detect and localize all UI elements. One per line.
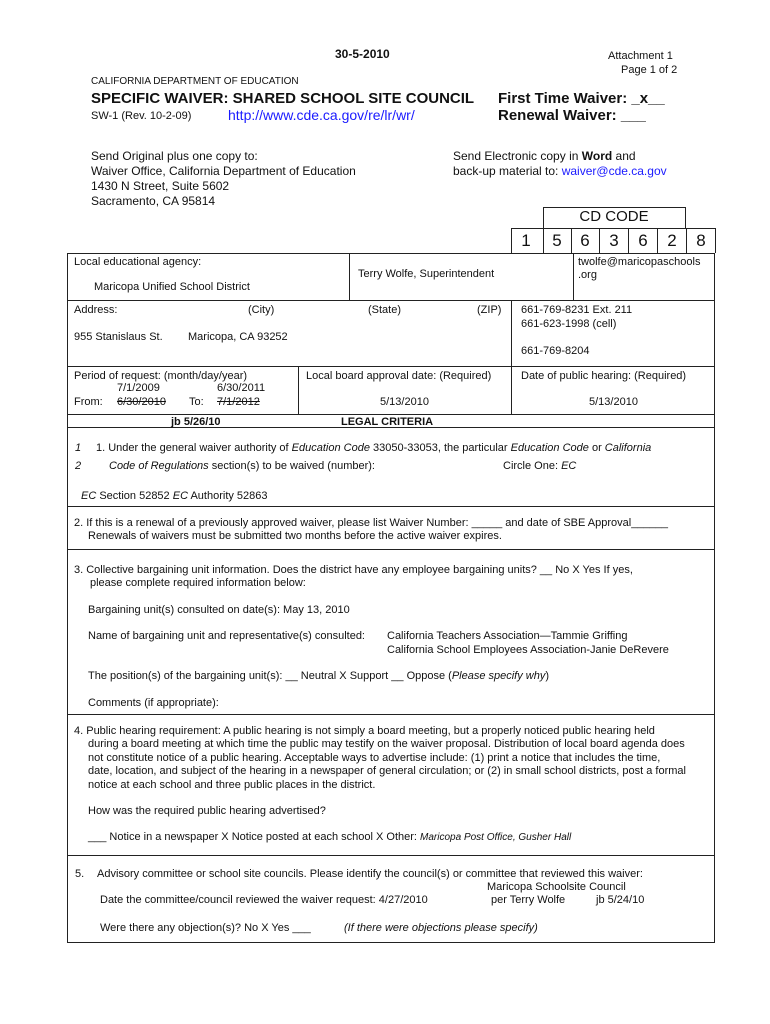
- send-original-line-1: Send Original plus one copy to:: [91, 149, 258, 163]
- advertised-other: Maricopa Post Office, Gusher Hall: [420, 832, 572, 843]
- position-specify: Please specify why: [451, 670, 546, 682]
- circle-one: [503, 460, 576, 472]
- form-title: SPECIFIC WAIVER: SHARED SCHOOL SITE COUNCIL: [91, 90, 475, 107]
- agency-name: Maricopa Unified School District: [94, 281, 250, 293]
- bargaining-rep-2: California School Employees Association-Janie DeRevere: [387, 644, 669, 656]
- item-1-code-regulations: Code of Regulations: [109, 460, 209, 472]
- agency-label: Local educational agency:: [74, 256, 202, 268]
- comments-label: Comments (if appropriate):: [88, 697, 219, 709]
- city-label: (City): [248, 304, 275, 316]
- item-4-line-4: date, location, and subject of the hearing in a newspaper of general circulation; or (2) in small school districts, post a formal: [88, 765, 686, 777]
- department-name: CALIFORNIA DEPARTMENT OF EDUCATION: [91, 76, 299, 87]
- item-5-line-1: Advisory committee or school site councils. Please identify the council(s) or committee that reviewed this waiver:: [97, 868, 643, 880]
- send-electronic-and: and: [612, 149, 636, 163]
- item-4-line-3: not constitute notice of a public hearing. Acceptable ways to advertise include: (1) print a notice that includes the time,: [88, 752, 661, 764]
- public-hearing-date: 5/13/2010: [589, 396, 638, 408]
- item-2-line-1: 2. If this is a renewal of a previously approved waiver, please list Waiver Number: _____ and date of SBE Approval______: [74, 517, 668, 529]
- public-hearing-label: Date of public hearing: (Required): [521, 370, 687, 382]
- authority-number: Authority 52863: [188, 490, 268, 502]
- cd-code-label: CD CODE: [579, 208, 649, 225]
- item-2-number: 2: [75, 460, 82, 472]
- legal-criteria-heading: LEGAL CRITERIA: [341, 416, 434, 428]
- item-1-number: 1: [75, 442, 82, 454]
- item-4-line-5: notice at each school and three public places in the district.: [88, 779, 376, 791]
- to-label: To:: [189, 396, 204, 408]
- objections-question: [100, 922, 311, 934]
- backup-material-label: back-up material to:: [453, 164, 562, 178]
- circle-one-value: EC: [561, 460, 577, 472]
- council-per: per Terry Wolfe: [491, 894, 566, 906]
- objections-specify: (If there were objections please specify): [344, 922, 538, 934]
- item-1-text-f: California: [604, 442, 652, 454]
- section-ec-2: EC: [172, 490, 189, 502]
- advertised-options: ___ Notice in a newspaper X Notice posted at each school X Other:: [88, 831, 421, 843]
- hearing-advertised-question: How was the required public hearing advertised?: [88, 805, 326, 817]
- period-new-from: 7/1/2009: [117, 382, 160, 394]
- phone-2: 661-623-1998 (cell): [521, 318, 617, 330]
- cd-code-digit: 3: [609, 231, 619, 250]
- phone-1: 661-769-8231 Ext. 211: [521, 304, 633, 316]
- item-1-text-d: Education Code: [510, 442, 589, 454]
- item-1-line-1: [96, 442, 651, 454]
- item-1-line-2: [109, 460, 375, 472]
- word-format: Word: [581, 149, 613, 163]
- send-original-line-3: 1430 N Street, Suite 5602: [91, 179, 230, 193]
- cd-code-digit: 6: [638, 231, 648, 250]
- form-date: 30-5-2010: [335, 47, 390, 61]
- street-address: 955 Stanislaus St.: [74, 331, 163, 343]
- period-new-to: 6/30/2011: [217, 382, 266, 394]
- hearing-advertised-answer: [88, 831, 571, 843]
- section-number: Section 52852: [96, 490, 173, 502]
- board-approval-date: 5/13/2010: [380, 396, 429, 408]
- cd-code-digit: 6: [580, 231, 590, 250]
- period-old-from: 6/30/2010: [117, 396, 166, 408]
- bargaining-rep-1: California Teachers Association—Tammie Griffing: [387, 630, 628, 642]
- item-1-text-e: or: [588, 442, 605, 454]
- page-number: Page 1 of 2: [621, 64, 678, 76]
- period-label: Period of request: (month/day/year): [74, 370, 248, 382]
- bargaining-position: [88, 670, 549, 682]
- council-review-date: Date the committee/council reviewed the waiver request: 4/27/2010: [100, 894, 428, 906]
- reviewer-initials: jb 5/26/10: [171, 416, 221, 428]
- board-approval-label: Local board approval date: (Required): [306, 370, 492, 382]
- cd-code-digit: 5: [552, 231, 562, 250]
- section-ec-1: EC: [81, 490, 97, 502]
- council-name: Maricopa Schoolsite Council: [487, 881, 626, 893]
- renewal-waiver: Renewal Waiver: ___: [498, 107, 646, 124]
- waiver-url-link[interactable]: http://www.cde.ca.gov/re/lr/wr/: [228, 107, 415, 123]
- agency-email-line-1: twolfe@maricopaschools: [578, 256, 701, 268]
- send-electronic-prefix: Send Electronic copy in: [453, 149, 582, 163]
- bargaining-consulted-date: Bargaining unit(s) consulted on date(s): May 13, 2010: [88, 604, 350, 616]
- address-label: Address:: [74, 304, 118, 316]
- item-3-line-1: 3. Collective bargaining unit information. Does the district have any employee bargaining units? __ No X Yes If yes,: [74, 564, 633, 576]
- item-1-text-b: Education Code: [291, 442, 370, 454]
- send-original-line-2: Waiver Office, California Department of Education: [91, 164, 356, 178]
- circle-one-label: Circle One:: [503, 460, 562, 472]
- council-initials: jb 5/24/10: [596, 894, 645, 906]
- from-label: From:: [74, 396, 103, 408]
- send-electronic-line-2: [453, 164, 667, 178]
- period-old-to: 7/1/2012: [217, 396, 260, 408]
- waived-section: [81, 490, 268, 502]
- position-close: ): [545, 670, 550, 682]
- item-1-text-a: 1. Under the general waiver authority of: [96, 442, 292, 454]
- agency-contact: Terry Wolfe, Superintendent: [358, 268, 495, 280]
- send-electronic-line-1: [453, 149, 636, 163]
- form-id: SW-1 (Rev. 10-2-09): [91, 110, 192, 122]
- item-1-section-label: section(s) to be waived (number):: [208, 460, 375, 472]
- position-options: The position(s) of the bargaining unit(s): __ Neutral X Support __ Oppose (: [88, 670, 452, 682]
- cd-code-digit: 8: [696, 231, 706, 250]
- bargaining-unit-name-label: Name of bargaining unit and representative(s) consulted:: [88, 630, 365, 642]
- item-5-number: 5.: [75, 868, 85, 880]
- waiver-email-link[interactable]: waiver@cde.ca.gov: [561, 164, 667, 178]
- city-state-zip: Maricopa, CA 93252: [188, 331, 288, 343]
- cd-code-digit: 2: [667, 231, 677, 250]
- fax-number: 661-769-8204: [521, 345, 590, 357]
- item-1-text-c: 33050-33053, the particular: [369, 442, 511, 454]
- item-3-line-2: please complete required information below:: [90, 577, 306, 589]
- first-time-waiver: First Time Waiver: _x__: [498, 90, 665, 107]
- zip-label: (ZIP): [477, 304, 502, 316]
- state-label: (State): [368, 304, 402, 316]
- attachment-label: Attachment 1: [608, 50, 673, 62]
- item-2-line-2: Renewals of waivers must be submitted two months before the active waiver expires.: [88, 530, 502, 542]
- objections-options: Were there any objection(s)? No X Yes ___: [100, 922, 311, 934]
- item-4-line-2: during a board meeting at which time the public may testify on the waiver proposal. Distribution of local board agenda does: [88, 738, 685, 750]
- item-4-line-1: 4. Public hearing requirement: A public hearing is not simply a board meeting, but a properly noticed public hearing held: [74, 725, 655, 737]
- cd-code-digit: 1: [521, 231, 531, 250]
- agency-email-line-2: .org: [578, 269, 597, 281]
- send-original-line-4: Sacramento, CA 95814: [91, 194, 216, 208]
